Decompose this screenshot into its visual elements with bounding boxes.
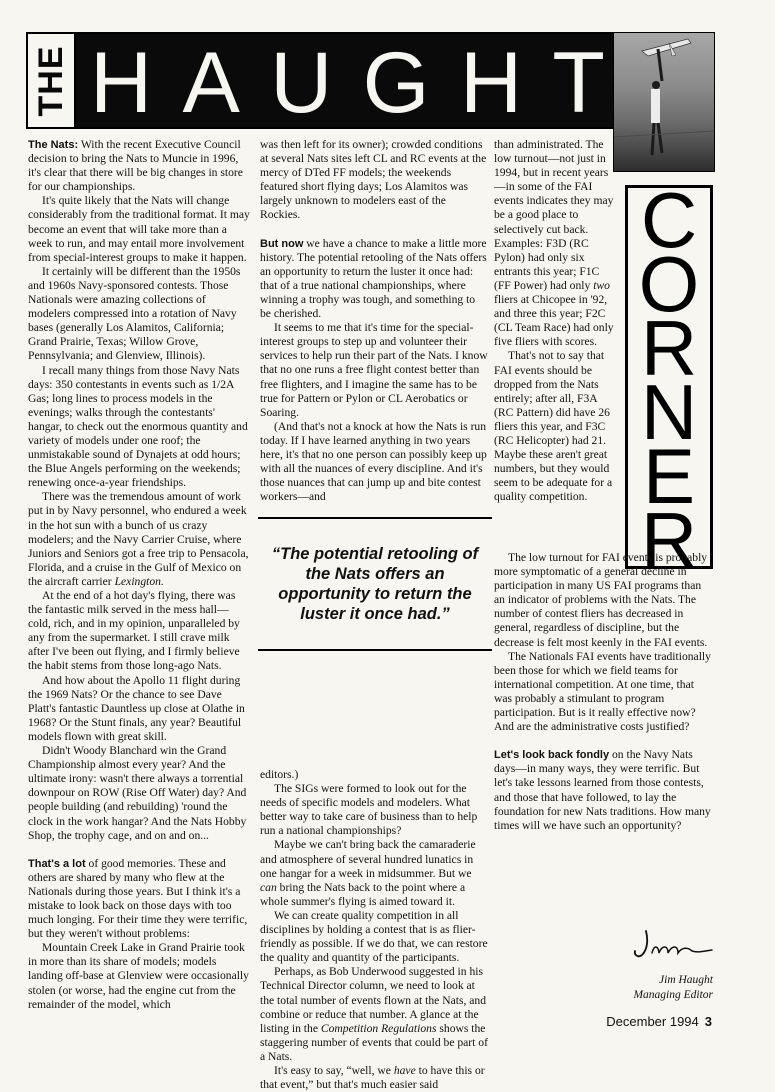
masthead-letter: A [182,34,240,131]
masthead-letter: H [459,34,523,131]
lead-in: But now [260,237,304,250]
paragraph [260,965,488,1064]
paragraph [28,857,250,942]
corner-letter: N [640,368,698,456]
paragraph: Mountain Creek Lake in Grand Prairie took in more than its share of models; models landing off-base at Glenview were occasionally stolen (or worse, had the engine cut from the remainder of the model, which [28,941,249,1011]
paragraph [260,838,488,908]
article-column-3-top [494,138,614,504]
signature-name: Jim Haught [659,974,713,986]
photo-figure-launching-glider [614,33,714,171]
lead-in: That's a lot [28,857,86,870]
paragraph-text: It's easy to say, “well, we [274,1063,394,1077]
paragraph [28,490,250,589]
masthead-title [90,34,605,131]
paragraph-text: than administrated. The low turnout—not just in 1994, but in recent years—in some of the FAI events indicates they may be a good place to selectively cut back. Examples: F3D (RC Pylon) had only six entrants this year; F1C (FF Power) had only [494,138,614,292]
paragraph: That's not to say that FAI events should be dropped from the Nats entirely; after all, F3A (RC Pattern) did have 26 fliers this year, and F3C (RC Helicopter) had 21. Maybe these aren't great numbers, but they would seem to be adequate for a quality competition. [494,349,613,504]
paragraph: It seems to me that it's time for the special-interest groups to step up and volunteer their services to help run their part of the Nats. I know that no one runs a free flight contest better than free flighters, and I imagine the same has to be true for Pattern or Pylon or CL Aerobatics or Soaring. [260,321,488,419]
signature-title: Managing Editor [633,989,713,1001]
paragraph-text: I recall many things from those Navy Nats days: 350 contestants in events such as [28,363,240,391]
paragraph-text: bring the Nats back to the point where a whole summer's flying is aimed toward it. [260,880,466,908]
paragraph-text: we have a chance to make a little more history. The potential retooling of the Nats offers an opportunity to return the luster it once had: that of a true national championships, where winning a trophy was tough, and something to be cherished. [260,236,487,321]
paragraph-text: on the Navy Nats days—in many ways, they were terrific. But let's take lessons learned from those contests, and those that have followed, to lay the foundation for new Nats traditions. How many times will we have such an opportunity? [494,748,711,832]
corner-letter: C [640,176,698,264]
the-label: THE [32,45,70,116]
paragraph: editors.) [260,768,299,781]
italic-text: Competition Regulations [320,1021,437,1035]
pull-quote-text: “The potential retooling of the Nats offers an opportunity to return the luster it once had.” [271,545,479,623]
paragraph: It certainly will be different than the 1950s and 1960s Navy-sponsored contests. Those Nationals were amazing collections of modelers compressed into a rotation of Navy bases (generally Los Alamitos, California; Grand Prairie, Texas; Willow Grove, Pennsylvania; and Glenview, Illinois). [28,264,241,363]
paragraph: The SIGs were formed to look out for the needs of specific models and modelers. What better way to take care of business than to help run a national championships? [260,782,478,838]
paragraph: was then left for its owner); crowded conditions at several Nats sites left CL and RC events at the mercy of DTed FF models; the weekends featured short flying days; Los Alamitos was largely unknown to modelers east of the Rockies. [260,138,487,222]
corner-letter: E [642,432,696,520]
corner-letter: R [640,304,698,392]
italic-text: two [593,278,610,292]
italic-text: have [393,1063,416,1077]
masthead-banner [26,32,615,129]
lead-in: Let's look back fondly [494,749,610,762]
paragraph-text: Perhaps, as Bob Underwood suggested in his Technical Director column, we need to look at the total number of events flown at the Nats, and combine or reduce that number. A glance at the listing in the [260,965,487,1035]
lead-in: The Nats: [28,139,79,151]
paragraph: Didn't Woody Blanchard win the Grand Championship almost every year? And the ultimate irony: wasn't there always a torrential downpour on ROW (Rise Off Water) day? And people building (and rebuilding) 'round the clock in the work hangar? And the Nats Hobby Shop, the trophy cage, and on and on... [28,744,247,842]
corner-letter: R [640,496,698,584]
author-photo [613,32,715,172]
paragraph [260,237,488,322]
paragraph-text: There was the tremendous amount of work put in by Navy personnel, who endured a week in the hot sun with a bunch of us crazy modelers; and the Navy Carrier Cruise, where Juniors and Seniors got a free trip to Pensacola, Florida, and a cruise in the Gulf of Mexico on the aircraft carrier [28,490,249,588]
fraction-text: 1/2A [211,377,234,391]
page-number: 3 [704,1014,712,1029]
article-column-2-bottom [260,768,488,1092]
italic-text: can [260,880,277,894]
issue-date: December 1994 [606,1014,699,1029]
handwritten-signature [632,925,714,965]
masthead-letter: U [270,34,333,131]
corner-letter: O [638,240,700,328]
masthead-letter: T [552,34,605,131]
paragraph [28,364,250,491]
article-column-2-top [260,138,488,504]
paragraph: (And that's not a knock at how the Nats is run today. If I have learned anything in two years here, it's that no one person can possibly keep up with all the nuances of every discipline. And it's those nuances that can jump up and bite contest workers—and [260,419,487,504]
paragraph-text: Maybe we can't bring back the camaraderie and atmosphere of several hundred lunatics in one hangar for a week in midsummer. But we [260,838,476,880]
paragraph-text: of good memories. These and others are shared by many who flew at the Nationals during those years. But I think it's a mistake to look back on those days with too much longing. For their time they were terrific, but they weren't without problems: [28,856,248,941]
paragraph: And how about the Apollo 11 flight during the 1969 Nats? Or the chance to see Dave Platt's fantastic Dauntless up close at Olathe in 1968? Or the Stunt finals, any year? Beautiful models flown with great skill. [28,673,245,743]
article-column-3-bottom [494,551,712,833]
paragraph: The Nationals FAI events have traditionally been those for which we field teams for international competition. At one time, that was probably a stimulant to program participation. But is it really effective now? And are the administrative costs justified? [494,649,711,734]
italic-text: Lexington. [114,574,164,588]
paragraph: At the end of a hot day's flying, there was the fantastic milk served in the mess hall—cold, rich, and in my opinion, unparalleled by any from the supermarket. I still crave milk after I've been out flying, and I firmly believe the habit stems from those long-ago Nats. [28,589,240,673]
masthead-letter: G [362,34,430,131]
paragraph-text: fliers at Chicopee in '92, and three this year; F2C (CL Team Race) had only five fliers with scores. [494,293,614,349]
article-column-1 [28,138,250,1012]
paragraph-text: shows the staggering number of events that could be part of a Nats. [260,1021,488,1063]
paragraph-text: Gas; long lines to process models in the evenings; walks through the contestants' hangar, to check out the enormous quantity and variety of models under one roof; the unmistakable sound of Dynajets at odd hours; the Blue Angels performing on the weekends; renewing once-a-year friendships. [28,391,248,490]
paragraph [260,1064,488,1092]
paragraph: The low turnout for FAI events is probably more symptomatic of a general decline in participation in many US FAI programs than an indicator of problems with the Nats. The number of contest fliers has decreased in general, regardless of discipline, but the decrease is felt most keenly in the FAI events. [494,551,708,649]
paragraph-text: to have this or that event,” but that's much easier said [260,1063,485,1092]
pull-quote [258,517,492,651]
page-footer [606,1014,712,1029]
paragraph [28,138,250,194]
masthead-letter: H [90,34,153,131]
corner-vertical-title [625,176,713,584]
paragraph-text: With the recent Executive Council decision to bring the Nats to Muncie in 1996, it's clear that there will be big changes in store for our championships. [28,138,243,194]
signature-block [633,973,713,1003]
paragraph: We can create quality competition in all disciplines by holding a contest that is as flier-friendly as possible. If we do that, we can restore the quality and quantity of the participants. [260,908,488,965]
the-label-box [28,34,76,127]
paragraph [494,748,712,833]
paragraph [494,138,614,349]
paragraph: It's quite likely that the Nats will change considerably from the traditional format. It may become an event that will take more than a week to run, and may entail more involvement from special-interest groups to make it happen. [28,194,250,264]
